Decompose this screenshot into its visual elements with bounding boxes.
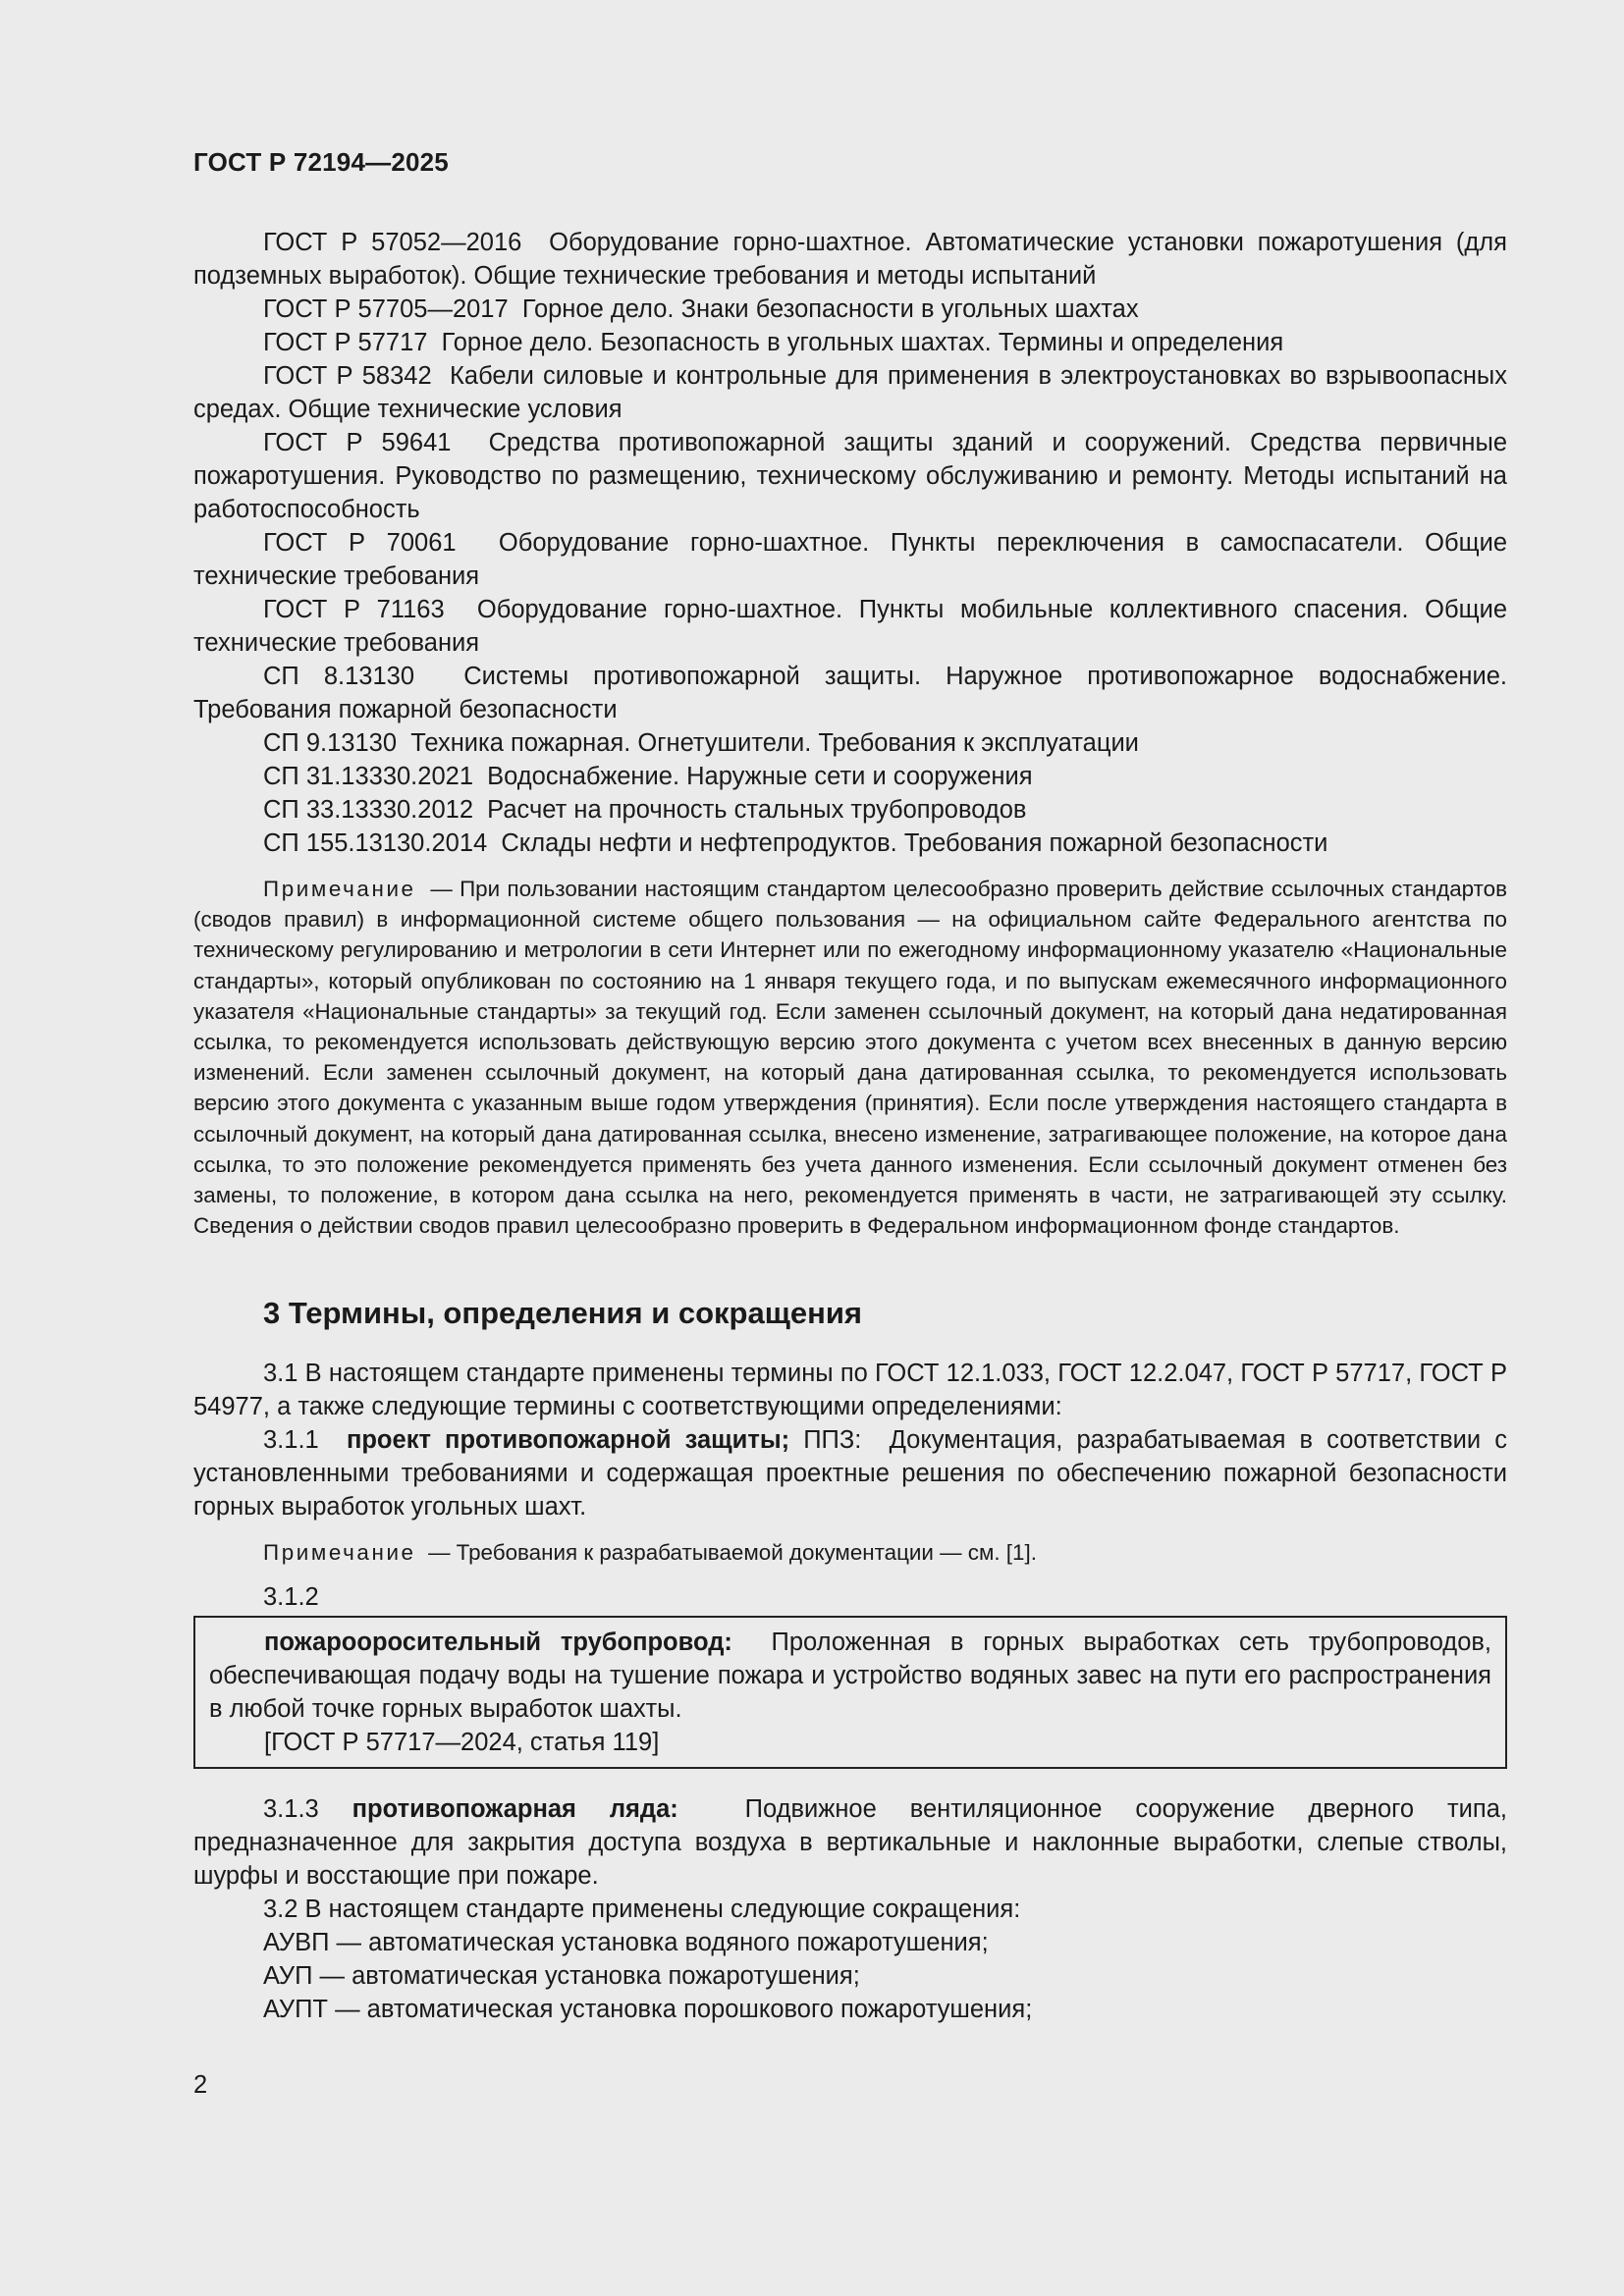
term-definition: Документация, разрабатываемая в соответствии с установленными требованиями и содержащая проектные решения по обеспечению пожарной безопасности горных выработок угольных шахт. bbox=[193, 1426, 1508, 1522]
reference-item bbox=[193, 359, 1507, 426]
reference-item bbox=[193, 726, 1507, 760]
reference-title: Оборудование горно-шахтное. Автоматические установки пожаротушения (для подземных выработок). Общие технические требования и методы испытаний bbox=[193, 229, 1507, 290]
reference-item bbox=[193, 660, 1507, 726]
reference-code: ГОСТ Р 57705—2017 bbox=[263, 295, 509, 323]
abbreviation-item: АУВП — автоматическая установка водяного пожаротушения; bbox=[263, 1928, 989, 1956]
note-label: Примечание bbox=[263, 1540, 416, 1566]
reference-title: Горное дело. Знаки безопасности в угольных шахтах bbox=[521, 295, 1139, 323]
reference-item bbox=[193, 293, 1507, 326]
reference-item bbox=[193, 326, 1507, 359]
reference-code: ГОСТ Р 57052—2016 bbox=[263, 229, 522, 256]
term-number: 3.1.2 bbox=[263, 1582, 319, 1611]
reference-item bbox=[193, 526, 1507, 593]
reference-item bbox=[193, 827, 1507, 860]
reference-title: Техника пожарная. Огнетушители. Требования к эксплуатации bbox=[410, 729, 1139, 757]
reference-title: Оборудование горно-шахтное. Пункты переключения в самоспасатели. Общие технические требования bbox=[193, 529, 1508, 590]
term-number: 3.1.3 bbox=[263, 1794, 319, 1823]
term-source: [ГОСТ Р 57717—2024, статья 119] bbox=[264, 1728, 660, 1756]
reference-item bbox=[193, 226, 1507, 293]
reference-title: Кабели силовые и контрольные для применения в электроустановках во взрывоопасных средах. Общие технические условия bbox=[193, 362, 1508, 423]
reference-title: Оборудование горно-шахтное. Пункты мобильные коллективного спасения. Общие технические требования bbox=[193, 596, 1508, 657]
reference-title: Склады нефти и нефтепродуктов. Требования пожарной безопасности bbox=[501, 829, 1328, 857]
reference-title: Горное дело. Безопасность в угольных шахтах. Термины и определения bbox=[441, 329, 1284, 356]
abbreviation-item: АУПТ — автоматическая установка порошкового пожаротушения; bbox=[263, 1995, 1033, 2023]
reference-item bbox=[193, 593, 1507, 660]
term-name: пожарооросительный трубопровод: bbox=[264, 1628, 732, 1656]
term-definition-box bbox=[193, 1616, 1507, 1769]
section-heading: 3 Термины, определения и сокращения bbox=[263, 1296, 862, 1331]
document-header: ГОСТ Р 72194—2025 bbox=[193, 147, 449, 177]
references-note bbox=[193, 874, 1507, 1241]
term-definition: Проложенная в горных выработках сеть трубопроводов, обеспечивающая подачу воды на тушение пожара и устройство водяных завес на пути его распространения в любой точке горных выработок шахты. bbox=[209, 1628, 1492, 1723]
abbreviations-list bbox=[193, 1926, 1507, 2026]
term-note bbox=[193, 1537, 1507, 1568]
term-name: проект противопожарной защиты; bbox=[346, 1426, 790, 1455]
reference-code: СП 9.13130 bbox=[263, 729, 398, 757]
reference-code: СП 8.13130 bbox=[263, 663, 415, 690]
reference-title: Системы противопожарной защиты. Наружное противопожарное водоснабжение. Требования пожарной безопасности bbox=[193, 663, 1507, 723]
references-list bbox=[193, 226, 1507, 860]
reference-code: ГОСТ Р 58342 bbox=[263, 362, 432, 390]
term-name: противопожарная ляда: bbox=[352, 1794, 678, 1823]
term-3-1-1 bbox=[193, 1423, 1507, 1523]
reference-item bbox=[193, 793, 1507, 827]
note-label: Примечание bbox=[263, 877, 416, 901]
reference-title: Средства противопожарной защиты зданий и сооружений. Средства первичные пожаротушения. Руководство по размещению, техническому обслуживанию и ремонту. Методы испытаний на работоспособность bbox=[193, 429, 1507, 523]
paragraph-3-1: 3.1 В настоящем стандарте применены термины по ГОСТ 12.1.033, ГОСТ 12.2.047, ГОСТ Р 57717, ГОСТ Р 54977, а также следующие термины с соответствующими определениями: bbox=[193, 1360, 1507, 1421]
note-text: — При пользовании настоящим стандартом целесообразно проверить действие ссылочных стандартов (сводов правил) в информационной системе общего пользования — на официальном сайте Федерального агентства по техническому регулированию и метрологии в сети Интернет или по ежегодному информационному указателю «Национальные стандарты», который опубликован по состоянию на 1 января текущего года, и по выпускам ежемесячного информационного указателя «Национальные стандарты» за текущий год. Если заменен ссылочный документ, на который дана недатированная ссылка, то рекомендуется использовать действующую версию этого документа с учетом всех внесенных в данную версию изменений. Если заменен ссылочный документ, на который дана датированная ссылка, то рекомендуется использовать версию этого документа с указанным выше годом утверждения (принятия). Если после утверждения настоящего стандарта в ссылочный документ, на который дана датированная ссылка, внесено изменение, затрагивающее положение, на которое дана ссылка, то это положение рекомендуется применять без учета данного изменения. Если ссылочный документ отменен без замены, то положение, в котором дана ссылка на него, рекомендуется применять в части, не затрагивающей эту ссылку. Сведения о действии сводов правил целесообразно проверить в Федеральном информационном фонде стандартов. bbox=[193, 877, 1507, 1239]
reference-code: ГОСТ Р 71163 bbox=[263, 596, 445, 623]
reference-code: ГОСТ Р 70061 bbox=[263, 529, 457, 557]
reference-title: Расчет на прочность стальных трубопроводов bbox=[487, 796, 1027, 824]
page-content bbox=[193, 226, 1507, 2026]
reference-item bbox=[193, 760, 1507, 793]
term-definition: Подвижное вентиляционное сооружение дверного типа, предназначенное для закрытия доступа воздуха в вертикальные и наклонные выработки, слепые стволы, шурфы и восстающие при пожаре. bbox=[193, 1794, 1507, 1890]
reference-code: ГОСТ Р 57717 bbox=[263, 329, 428, 356]
note-text: — Требования к разрабатываемой документации — см. [1]. bbox=[428, 1540, 1037, 1566]
term-3-1-2 bbox=[209, 1626, 1491, 1726]
page-number: 2 bbox=[193, 2071, 208, 2099]
reference-item bbox=[193, 426, 1507, 526]
term-3-1-3 bbox=[193, 1792, 1507, 1893]
abbreviation-item: АУП — автоматическая установка пожаротушения; bbox=[263, 1961, 860, 1990]
term-number: 3.1.1 bbox=[263, 1426, 319, 1455]
reference-title: Водоснабжение. Наружные сети и сооружения bbox=[487, 763, 1033, 790]
reference-code: СП 155.13130.2014 bbox=[263, 829, 488, 857]
reference-code: СП 31.13330.2021 bbox=[263, 763, 473, 790]
term-abbreviation: ППЗ: bbox=[803, 1426, 862, 1455]
reference-code: ГОСТ Р 59641 bbox=[263, 429, 452, 456]
reference-code: СП 33.13330.2012 bbox=[263, 796, 473, 824]
paragraph-3-2: 3.2 В настоящем стандарте применены следующие сокращения: bbox=[263, 1895, 1021, 1923]
